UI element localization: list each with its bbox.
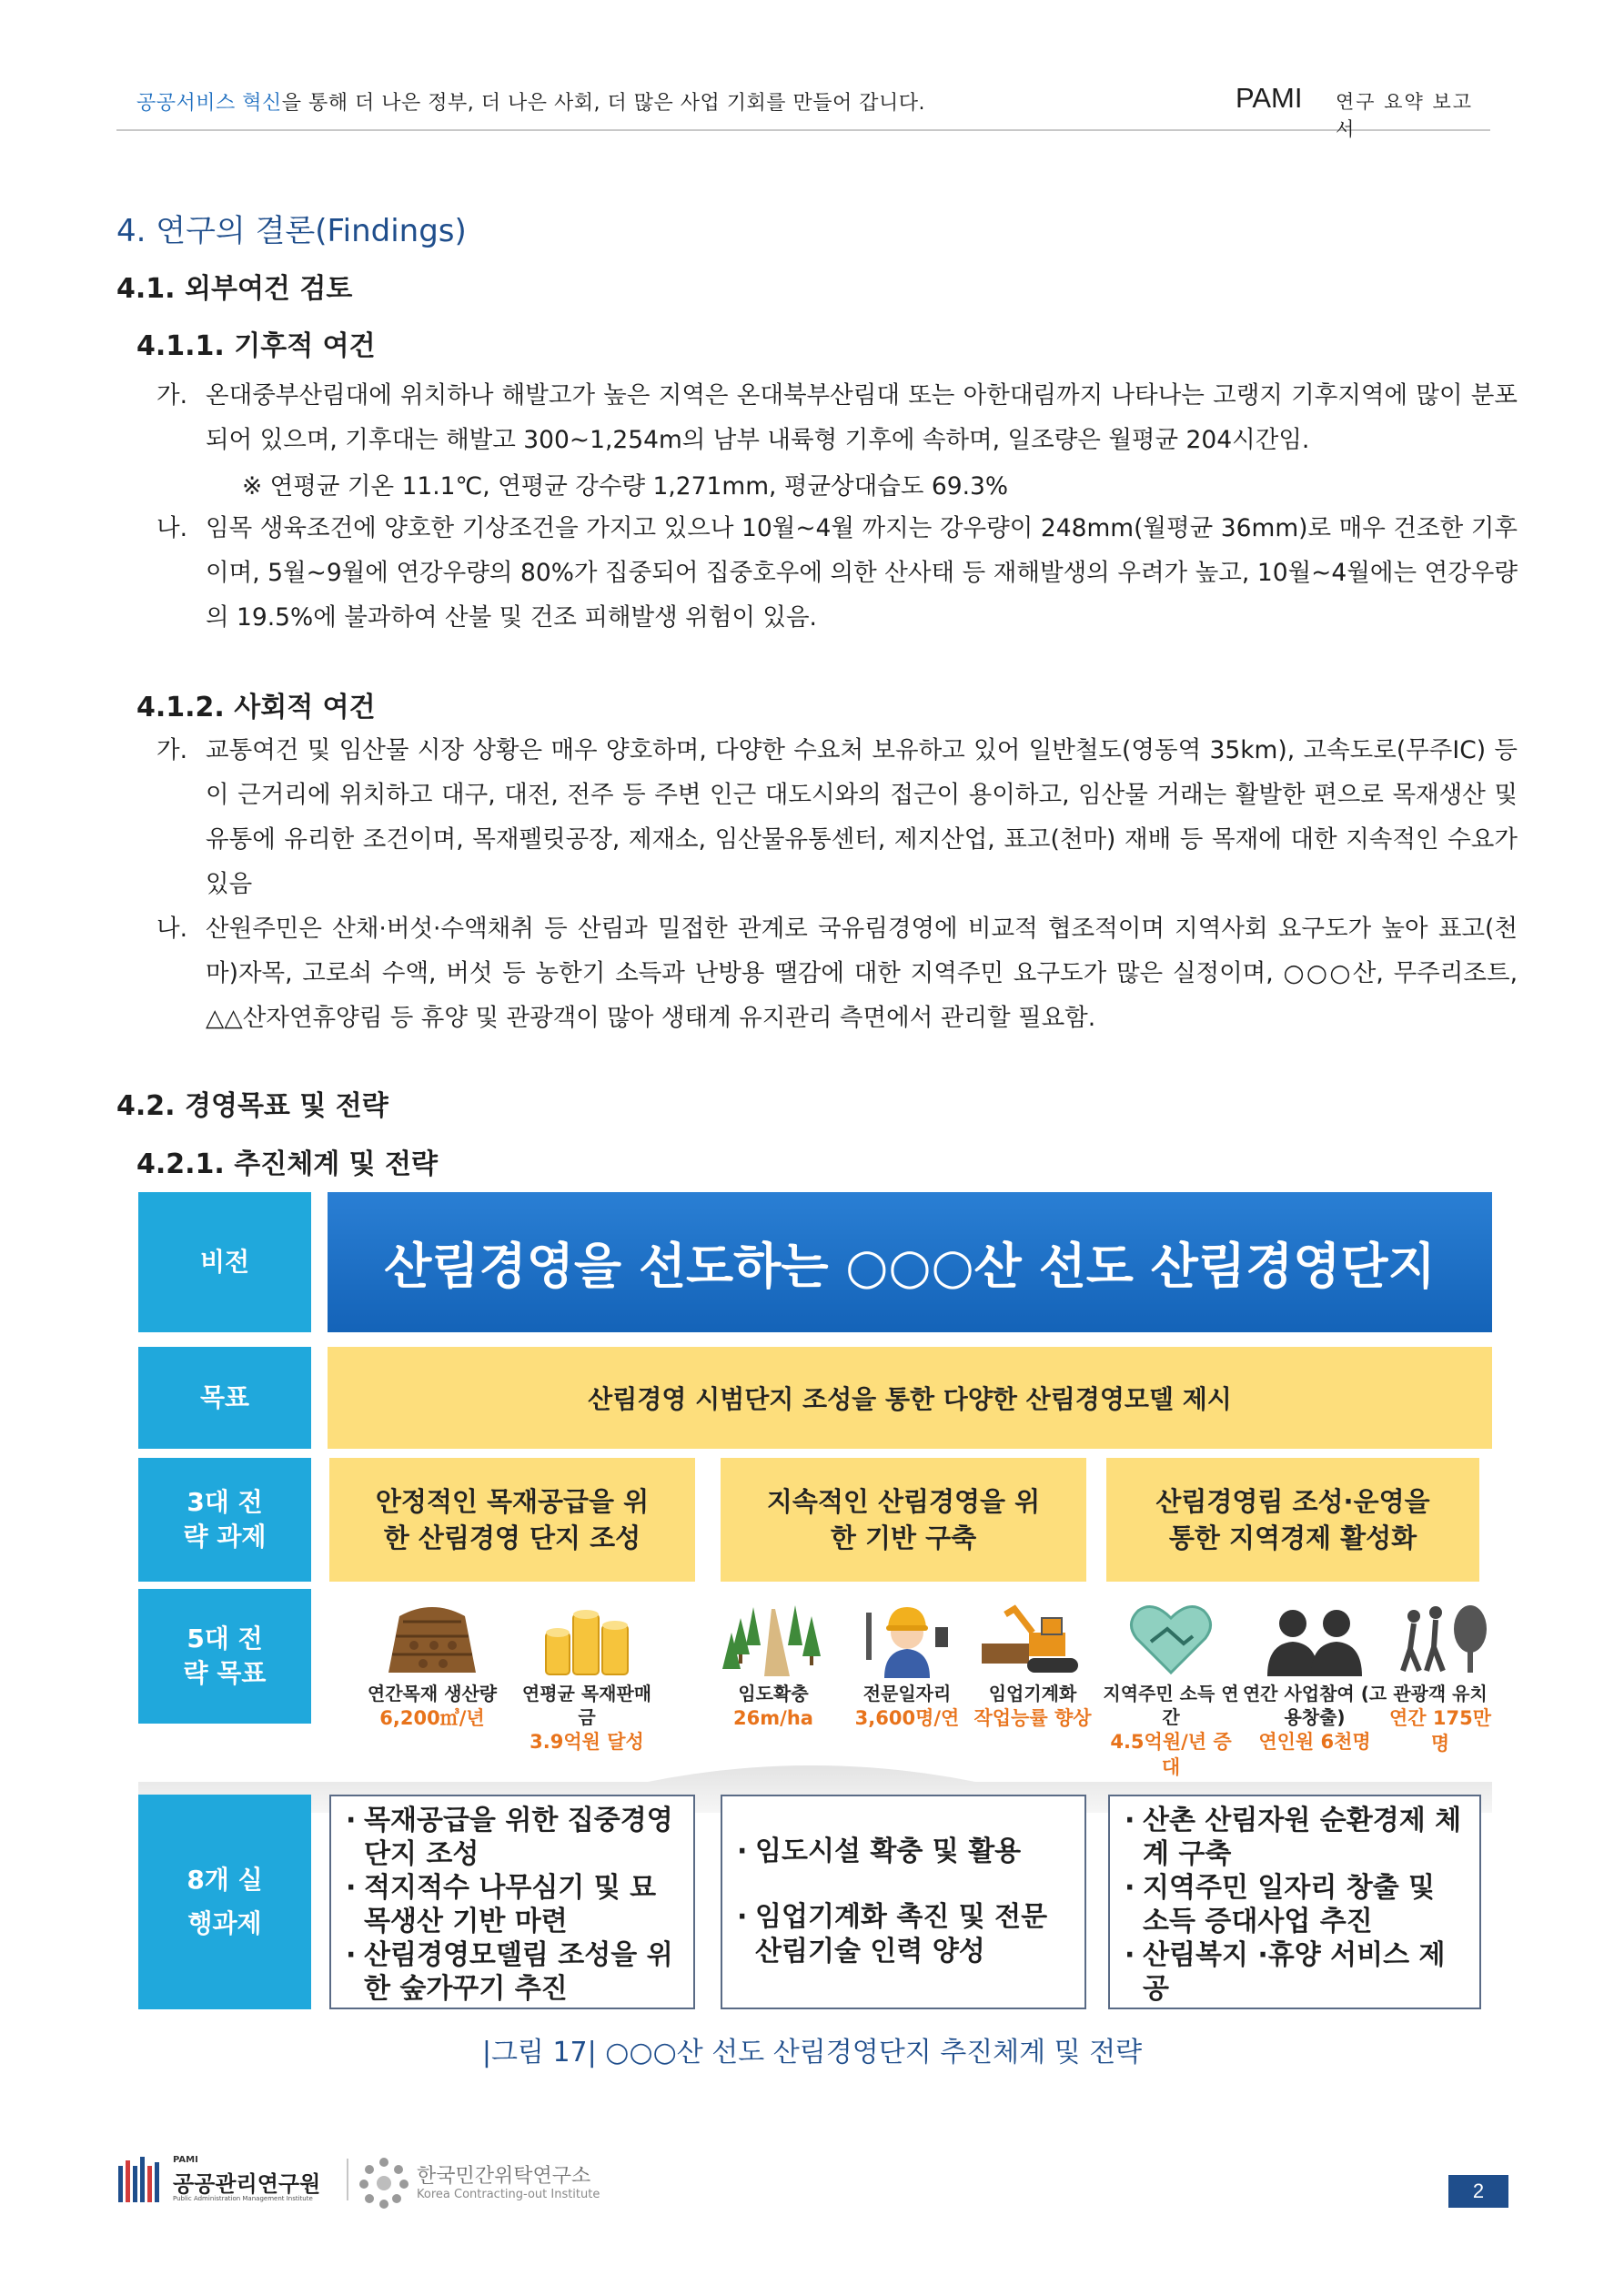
handshake-icon <box>1103 1589 1239 1678</box>
paragraph-climate-a <box>156 373 1518 462</box>
strategy-diagram <box>138 1192 1492 2009</box>
header-slogan <box>136 87 925 116</box>
logo-name: 한국민간위탁연구소 <box>417 2165 591 2188</box>
list-marker: 가. <box>156 736 188 764</box>
list-marker: 가. <box>156 381 188 410</box>
heading-4-2: 4.2. 경영목표 및 전략 <box>116 1090 388 1122</box>
paragraph-social-a <box>156 728 1518 906</box>
figure-caption: |그림 17| ○○○산 선도 산림경영단지 추진체계 및 전략 <box>481 2037 1143 2068</box>
heading-4-1-2: 4.1.2. 사회적 여건 <box>136 692 376 723</box>
section-title: 4. 연구의 결론(Findings) <box>116 213 467 249</box>
heading-4-1-1: 4.1.1. 기후적 여건 <box>136 330 376 362</box>
task-box <box>1108 1795 1481 2009</box>
kcoi-logo <box>357 2155 602 2210</box>
logo-english: Public Administration Management Institute <box>173 2195 313 2202</box>
vision-banner: 산림경영을 선도하는 ○○○산 선도 산림경영단지 <box>328 1192 1492 1332</box>
paragraph-climate-b <box>156 506 1518 640</box>
task-item: · 산림경영모델림 조성을 위한 숲가꾸기 추진 <box>344 1938 681 2006</box>
target-item <box>1103 1589 1239 1780</box>
task-item: · 목재공급을 위한 집중경영 단지 조성 <box>344 1804 681 1871</box>
label-vision: 비전 <box>138 1192 311 1332</box>
strategy-box: 산림경영림 조성·운영을 통한 지역경제 활성화 <box>1106 1458 1479 1582</box>
task-item: · 지역주민 일자리 창출 및 소득 증대사업 추진 <box>1123 1871 1467 1938</box>
task-box <box>721 1795 1086 2009</box>
target-name: 연간 사업참여 (고용창출) <box>1242 1683 1387 1728</box>
logo-name: 공공관리연구원 <box>173 2171 321 2197</box>
header-org: PAMI <box>1236 82 1303 114</box>
header-slogan-highlight: 공공서비스 혁신 <box>136 92 282 115</box>
target-value: 작업능률 향상 <box>973 1707 1092 1729</box>
target-name: 연평균 목재판매금 <box>521 1683 652 1728</box>
task-box <box>329 1795 695 2009</box>
target-value: 연간 175만명 <box>1388 1707 1491 1755</box>
target-name: 전문일자리 <box>862 1683 952 1704</box>
strategy-box: 지속적인 산림경영을 위한 기반 구축 <box>721 1458 1086 1582</box>
heading-4-2-1: 4.2.1. 추진체계 및 전략 <box>136 1148 439 1180</box>
target-item <box>964 1589 1101 1731</box>
target-item <box>710 1589 837 1731</box>
people-icon <box>1237 1589 1392 1678</box>
target-value: 연인원 6천명 <box>1258 1731 1371 1753</box>
label-tasks: 8개 실행과제 <box>138 1795 311 2009</box>
climate-note: ※ 연평균 기온 11.1℃, 연평균 강수량 1,271mm, 평균상대습도 69.3% <box>242 472 1009 501</box>
target-name: 관광객 유치 <box>1393 1683 1488 1704</box>
label-targets: 5대 전략 목표 <box>138 1589 311 1724</box>
target-item <box>839 1589 975 1731</box>
coin-stack-icon <box>519 1589 655 1678</box>
page-number: 2 <box>1448 2175 1508 2208</box>
target-name: 지역주민 소득 연간 <box>1103 1683 1239 1728</box>
target-value: 3,600명/연 <box>854 1707 960 1729</box>
logo-english: Korea Contracting-out Institute <box>417 2188 600 2201</box>
logo-tag: PAMI <box>173 2155 198 2165</box>
goal-banner: 산림경영 시범단지 조성을 통한 다양한 산림경영모델 제시 <box>328 1347 1492 1449</box>
target-item <box>1381 1589 1499 1756</box>
excavator-icon <box>964 1589 1101 1678</box>
strategy-box: 안정적인 목재공급을 위한 산림경영 단지 조성 <box>329 1458 695 1582</box>
header-doc-type: 연구 요약 보고서 <box>1336 91 1474 140</box>
list-marker: 나. <box>156 514 188 542</box>
task-item: · 산촌 산림자원 순환경제 체계 구축 <box>1123 1804 1467 1871</box>
target-item <box>519 1589 655 1755</box>
paragraph-social-b <box>156 906 1518 1040</box>
label-goal: 목표 <box>138 1347 311 1449</box>
log-pile-icon <box>364 1589 500 1678</box>
task-item: · 임업기계화 촉진 및 전문 산림기술 인력 양성 <box>735 1900 1072 1969</box>
header-slogan-rest: 을 통해 더 나은 정부, 더 나은 사회, 더 많은 사업 기회를 만들어 갑니다. <box>281 92 925 115</box>
paragraph-text: 교통여건 및 임산물 시장 상황은 매우 양호하며, 다양한 수요처 보유하고 있어 일반철도(영동역 35km), 고속도로(무주IC) 등이 근거리에 위치하고 대구, 대전, 전주 등 주변 인근 대도시와의 접근이 용이하고, 임산물 거래는 활발한 편으로 목재생산 및 유통에 유리한 조건이며, 목재펠릿공장, 제재소, 임산물유통센터, 제지산업, 표고(천마) 재배 등 목재에 대한 지속적인 수요가 있음 <box>206 736 1518 898</box>
list-marker: 나. <box>156 915 188 943</box>
pami-logo <box>116 2153 344 2208</box>
forest-road-icon <box>710 1589 837 1678</box>
target-value: 3.9억원 달성 <box>530 1731 644 1753</box>
target-item <box>364 1589 500 1731</box>
task-item: · 산림복지 ·휴양 서비스 제공 <box>1123 1938 1467 2006</box>
target-name: 연간목재 생산량 <box>367 1683 498 1704</box>
label-strategy: 3대 전략 과제 <box>138 1458 311 1582</box>
target-value: 6,200㎥/년 <box>379 1707 485 1729</box>
hikers-icon <box>1381 1589 1499 1678</box>
target-value: 4.5억원/년 증대 <box>1110 1731 1232 1778</box>
target-name: 임업기계화 <box>988 1683 1077 1704</box>
paragraph-text: 산원주민은 산채·버섯·수액채취 등 산림과 밀접한 관계로 국유림경영에 비교적 협조적이며 지역사회 요구도가 높아 표고(천마)자목, 고로쇠 수액, 버섯 등 농한기 소득과 난방용 땔감에 대한 지역주민 요구도가 많은 실정이며, ○○○산, 무주리조트, △△산자연휴양림 등 휴양 및 관광객이 많아 생태계 유지관리 측면에서 관리할 필요함. <box>206 915 1518 1032</box>
target-item <box>1237 1589 1392 1755</box>
task-item: · 임도시설 확충 및 활용 <box>735 1835 1072 1869</box>
footer-divider <box>347 2159 348 2200</box>
paragraph-text: 온대중부산림대에 위치하나 해발고가 높은 지역은 온대북부산림대 또는 아한대림까지 나타나는 고랭지 기후지역에 많이 분포되어 있으며, 기후대는 해발고 300~1,254m의 남부 내륙형 기후에 속하며, 일조량은 월평균 204시간임. <box>206 381 1518 454</box>
target-value: 26m/ha <box>733 1707 813 1729</box>
paragraph-text: 임목 생육조건에 양호한 기상조건을 가지고 있으나 10월~4월 까지는 강우량이 248mm(월평균 36mm)로 매우 건조한 기후이며, 5월~9월에 연강우량의 80%가 집중되어 집중호우에 의한 산사태 등 재해발생의 우려가 높고, 10월~4월에는 연강우량의 19.5%에 불과하여 산불 및 건조 피해발생 위험이 있음. <box>206 514 1518 632</box>
target-name: 임도확충 <box>738 1683 809 1704</box>
task-item: · 적지적수 나무심기 및 묘목생산 기반 마련 <box>344 1871 681 1938</box>
worker-icon <box>839 1589 975 1678</box>
page-header <box>116 82 1490 140</box>
heading-4-1: 4.1. 외부여건 검토 <box>116 273 353 305</box>
